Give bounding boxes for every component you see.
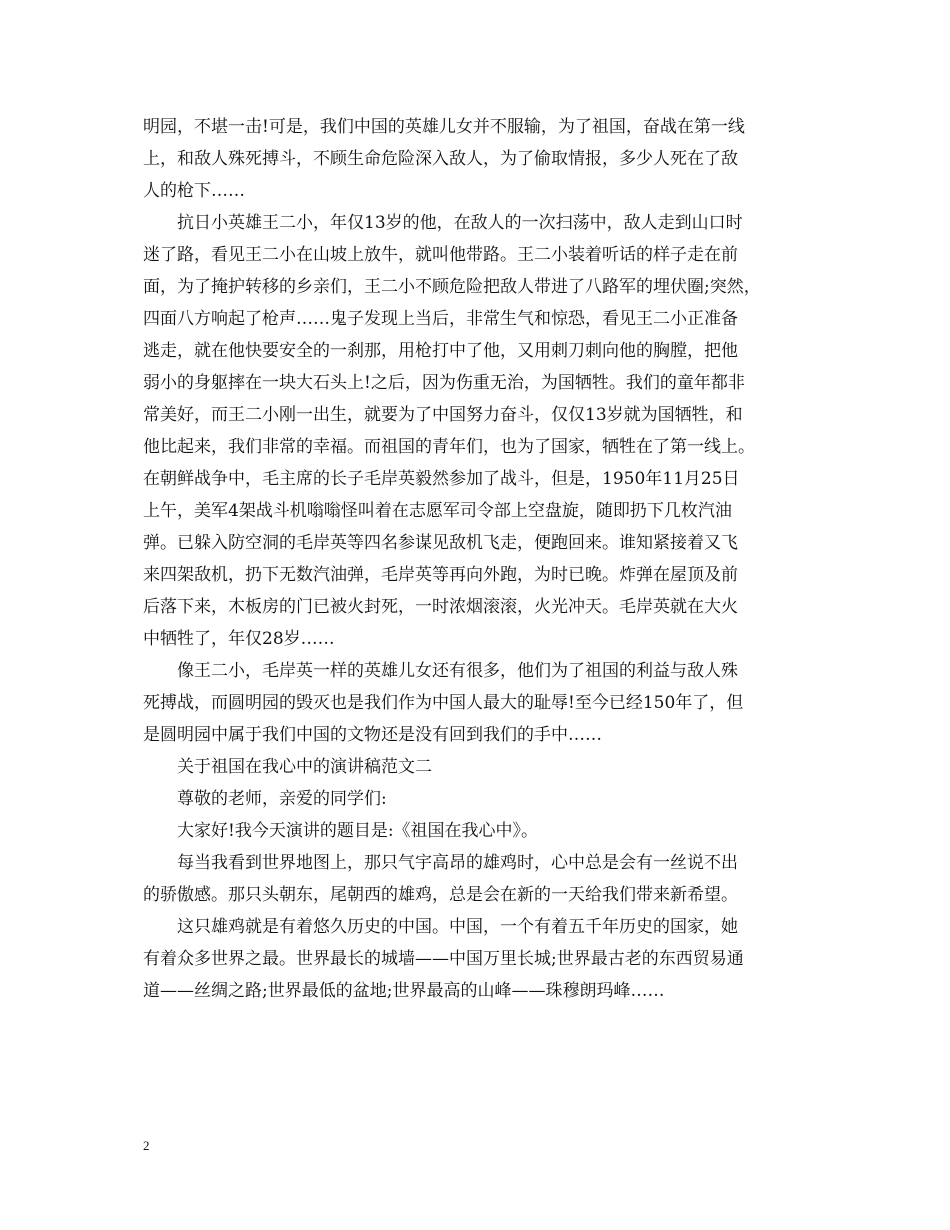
text-line: 上，和敌人殊死搏斗，不顾生命危险深入敌人，为了偷取情报，多少人死在了敌 xyxy=(143,149,738,169)
text-line: 尊敬的老师，亲爱的同学们: xyxy=(143,789,387,809)
text-line: 是圆明园中属于我们中国的文物还是没有回到我们的手中…… xyxy=(143,725,602,745)
text-line: 中牺牲了，年仅28岁…… xyxy=(143,629,335,649)
text-line: 常美好，而王二小刚一出生，就要为了中国努力奋斗，仅仅13岁就为国牺牲，和 xyxy=(143,405,743,425)
body-text xyxy=(143,111,823,1007)
page-number: 2 xyxy=(143,1138,150,1153)
text-line: 的骄傲感。那只头朝东，尾朝西的雄鸡，总是会在新的一天给我们带来新希望。 xyxy=(143,885,738,905)
text-line: 逃走，就在他快要安全的一刹那，用枪打中了他，又用刺刀刺向他的胸膛，把他 xyxy=(143,341,738,361)
text-line: 抗日小英雄王二小，年仅13岁的他，在敌人的一次扫荡中，敌人走到山口时 xyxy=(143,213,743,233)
text-line: 迷了路，看见王二小在山坡上放牛，就叫他带路。王二小装着听话的样子走在前 xyxy=(143,245,738,265)
text-line: 明园，不堪一击!可是，我们中国的英雄儿女并不服输，为了祖国，奋战在第一线 xyxy=(143,117,745,137)
text-line: 有着众多世界之最。世界最长的城墙——中国万里长城;世界最古老的东西贸易通 xyxy=(143,949,744,969)
text-line: 大家好!我今天演讲的题目是:《祖国在我心中》。 xyxy=(143,821,539,841)
text-line: 四面八方响起了枪声……鬼子发现上当后，非常生气和惊恐，看见王二小正准备 xyxy=(143,309,738,329)
text-line: 每当我看到世界地图上，那只气宇高昂的雄鸡时，心中总是会有一丝说不出 xyxy=(143,853,738,873)
text-line: 弱小的身躯摔在一块大石头上!之后，因为伤重无治，为国牺牲。我们的童年都非 xyxy=(143,373,745,393)
text-line: 他比起来，我们非常的幸福。而祖国的青年们，也为了国家，牺牲在了第一线上。 xyxy=(143,437,755,457)
section-heading: 关于祖国在我心中的演讲稿范文二 xyxy=(143,757,432,777)
text-line: 弹。已躲入防空洞的毛岸英等四名参谋见敌机飞走，便跑回来。谁知紧接着又飞 xyxy=(143,533,738,553)
text-line: 像王二小，毛岸英一样的英雄儿女还有很多，他们为了祖国的利益与敌人殊 xyxy=(143,661,738,681)
text-line: 在朝鲜战争中，毛主席的长子毛岸英毅然参加了战斗，但是，1950年11月25日 xyxy=(143,469,740,489)
text-line: 这只雄鸡就是有着悠久历史的中国。中国，一个有着五千年历史的国家，她 xyxy=(143,917,738,937)
text-line: 后落下来，木板房的门已被火封死，一时浓烟滚滚，火光冲天。毛岸英就在大火 xyxy=(143,597,738,617)
text-line: 道——丝绸之路;世界最低的盆地;世界最高的山峰——珠穆朗玛峰…… xyxy=(143,981,665,1001)
text-line: 来四架敌机，扔下无数汽油弹，毛岸英等再向外跑，为时已晚。炸弹在屋顶及前 xyxy=(143,565,738,585)
text-line: 死搏战，而圆明园的毁灭也是我们作为中国人最大的耻辱!至今已经150年了，但 xyxy=(143,693,744,713)
text-line: 上午，美军4架战斗机嗡嗡怪叫着在志愿军司令部上空盘旋，随即扔下几枚汽油 xyxy=(143,501,732,521)
text-line: 面，为了掩护转移的乡亲们，王二小不顾危险把敌人带进了八路军的埋伏圈;突然， xyxy=(143,277,761,297)
text-line: 人的枪下…… xyxy=(143,181,245,201)
